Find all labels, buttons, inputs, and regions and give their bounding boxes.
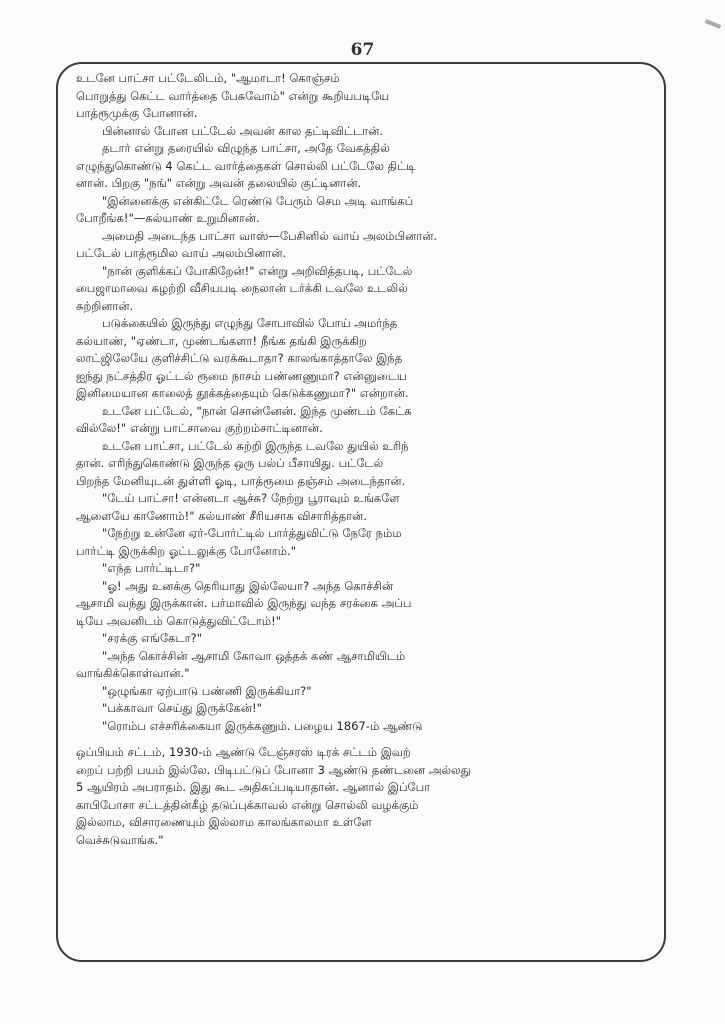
text-line: "ஓ! அது உனக்கு தெரியாது இல்லேயா? அந்த கொச்சின் (102, 578, 394, 593)
text-line: தான். எரிந்துகொண்டு இருந்த ஒரு பல்ப் பீசாயிது. பட்டேல் (76, 456, 384, 470)
text-line: "ஒழுங்கா ஏற்பாடு பண்ணி இருக்கியா?" (102, 683, 312, 698)
text-line: உடனே பாட்சா, பட்டேல் சுற்றி இருந்த டவலே துயில் உரிந் (102, 438, 409, 453)
text-line: கல்யாண், "ஏண்டா, முண்டங்களா! நீங்க தங்கி இருக்கிற (76, 333, 367, 348)
text-line: வெச்சுடுவாங்க." (76, 832, 164, 847)
text-line: பின்னால் போன பட்டேல் அவன் கால தட்டிவிட்டான். (102, 123, 384, 138)
text-line: "நான் குளிக்கப் போகிறேன்!" என்று அறிவித்தபடி, பட்டேல் (102, 263, 413, 278)
text-line: ஆசாமி வந்து இருக்கான். பர்மாவில் இருந்து வந்த சரக்கை அப்ப (76, 596, 412, 610)
text-line: "சரக்கு எங்கேடா?" (102, 631, 203, 645)
text-line: படுக்கையில் இருந்து எழுந்து சோபாவில் போய் அமர்ந்த (102, 316, 398, 330)
text-line: பொறுத்து கெட்ட வார்த்தை பேசுவோம்" என்று கூறியபடியே (76, 88, 390, 103)
text-line: போறீங்க!"—கல்யாண் உறுமினான். (76, 211, 260, 225)
text-line: பிறந்த மேனியுடன் துள்ளி ஓடி, பாத்ரூமை தஞ்சம் அடைந்தான். (76, 473, 406, 488)
text-line: "அந்த கொச்சின் ஆசாமி கோவா ஒத்தக் கண் ஆசாமியிடம் (102, 648, 406, 663)
rounded-text-frame (56, 62, 666, 962)
text-line: "இன்னைக்கு என்கிட்டே ரெண்டு பேரும் செம அடி வாங்கப் (102, 193, 414, 208)
scan-edge-mark (705, 19, 721, 29)
text-line: "எந்த பார்ட்டிடா?" (102, 561, 201, 575)
text-line: ஆளையே காணோம்!" கல்யாண் சீரியசாக விசாரித்தான். (76, 508, 367, 523)
text-line: ஐந்து நட்சத்திர ஓட்டல் ரூமை நாசம் பண்ணணுமா? என்னுடைய (76, 368, 407, 383)
text-line: டியே அவனிடம் கொடுத்துவிட்டோம்!" (76, 613, 282, 628)
text-line: எழுந்துகொண்டு 4 கெட்ட வார்த்தைகள் சொல்லி பட்டேலே திட்டி (76, 158, 416, 173)
text-line: "ரொம்ப எச்சரிக்கையா இருக்கணும். பழைய 1867-ம் ஆண்டு (102, 718, 423, 733)
text-line: உடனே பாட்சா பட்டேலிடம், "ஆமாடா! கொஞ்சம் (76, 71, 340, 85)
text-line: றைப் பற்றி பயம் இல்லே. பிடிபட்டுப் போனா 3 ஆண்டு தண்டனை அல்லது (76, 762, 471, 777)
page-number: 67 (350, 40, 375, 60)
text-line: "நேற்று உன்னே ஏர்-போர்ட்டில் பார்த்துவிட்டு நேரே நம்ம (102, 526, 402, 540)
text-line: வில்லே!" என்று பாட்சாவை குற்றம்சாட்டினான். (76, 421, 323, 435)
text-line: காபிபோசா சட்டத்தின்கீழ் தடுப்புக்காவல் என்று சொல்லி வழக்கும் (76, 797, 419, 812)
text-line: பார்ட்டி இருக்கிற ஓட்டலுக்கு போனோம்." (76, 543, 297, 558)
text-line: னான். பிறகு "நங்" என்று அவன் தலையில் குட்டினான். (76, 176, 362, 190)
text-line: ஒப்பியம் சட்டம், 1930-ம் ஆண்டு டேஞ்சரஸ் டிரக் சட்டம் இவற் (76, 745, 411, 759)
text-line: பாத்ரூமுக்கு போனான். (76, 106, 198, 120)
text-line: 5 ஆயிரம் அபராதம். இது கூட அதிகப்படியாதான். ஆனால் இப்போ (76, 780, 431, 794)
text-line: பட்டேல் பாத்ரூமில வாய் அலம்பினான். (76, 246, 287, 260)
text-line: இனிமையான காலைத் தூக்கத்தையும் கெடுக்கணுமா?" என்றான். (76, 386, 409, 400)
text-line: பைஜாமாவை கழற்றி வீசியபடி நைலான் டர்க்கி டவலே உடலில் (76, 281, 408, 295)
text-line: "பக்காவா செய்து இருக்கேன்!" (102, 701, 262, 715)
text-line: இல்லாம, விசாரணையும் இல்லாம காலங்காலமா உள்ளே (76, 815, 372, 829)
text-line: உடனே பட்டேல், "நான் சொன்னேன். இந்த முண்டம் கேட்க (102, 403, 412, 418)
text-line: "டேய் பாட்சா! என்னடா ஆச்சு? நேற்று பூராவும் உங்களே (102, 491, 400, 505)
text-line: வாங்கிக்கொள்வான்." (76, 666, 190, 680)
text-line: அமைதி அடைந்த பாட்சா வாஸ்—பேசினில் வாய் அலம்பினான். (102, 228, 438, 243)
text-line: லாட்ஜிலேயே குளிச்சிட்டு வரக்கூடாதா? காலங்காத்தாலே இந்த (76, 351, 403, 365)
text-line: சுற்றினான். (76, 298, 134, 313)
text-line: தடார் என்று தரையில் விழுந்த பாட்சா, அதே வேகத்தில் (102, 141, 390, 155)
paragraph-gap (76, 735, 646, 744)
